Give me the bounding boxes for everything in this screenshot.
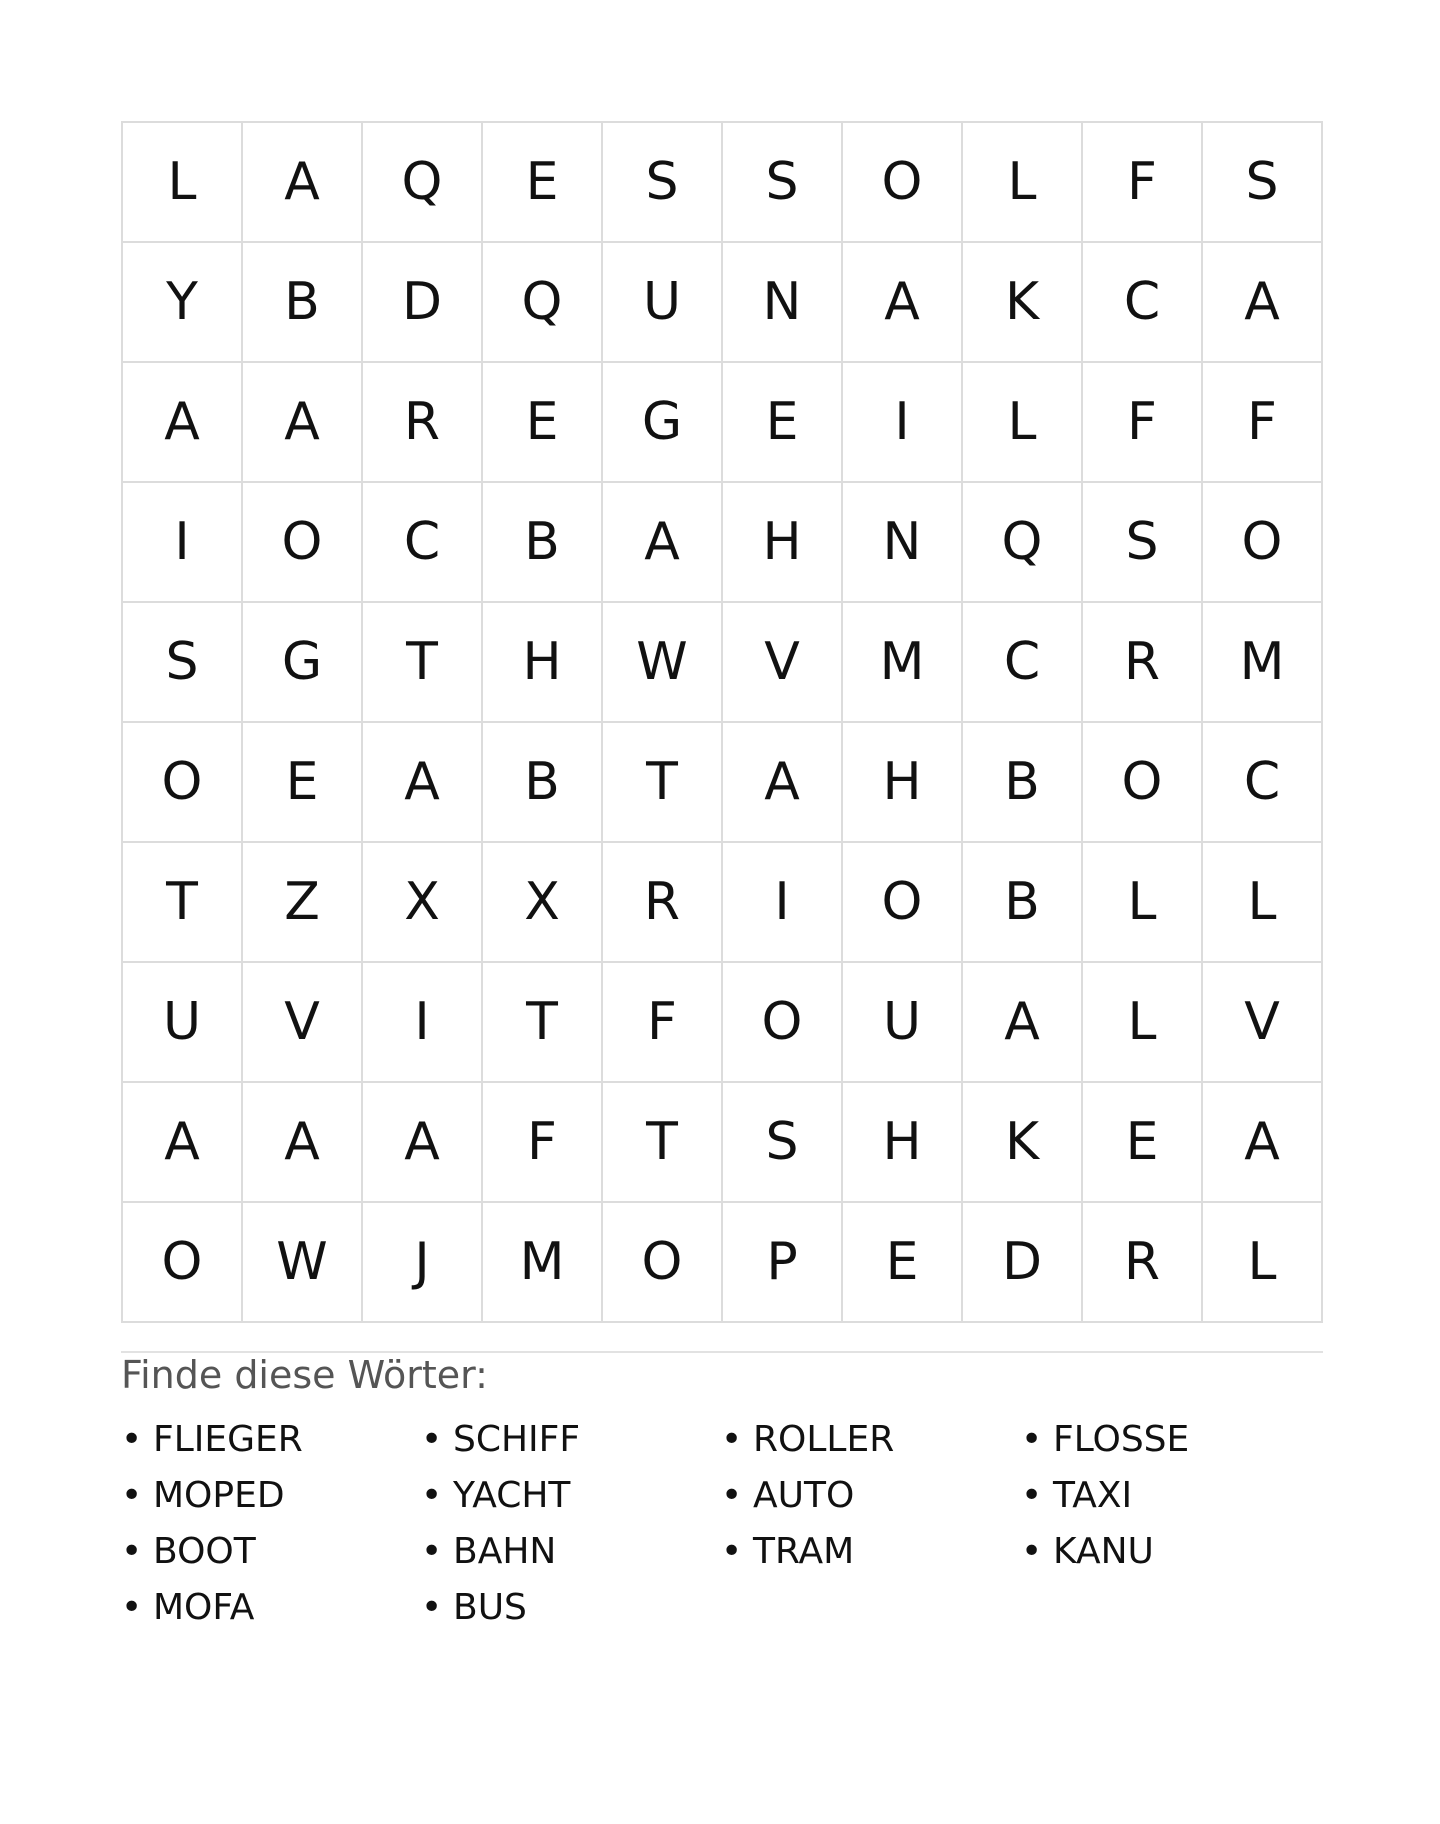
grid-cell[interactable]: S	[1083, 483, 1203, 603]
word-list-item	[721, 1412, 1021, 1468]
grid-cell[interactable]: P	[723, 1203, 843, 1323]
grid-cell[interactable]: V	[1203, 963, 1323, 1083]
grid-cell[interactable]: R	[1083, 603, 1203, 723]
grid-cell[interactable]: A	[963, 963, 1083, 1083]
word-label: MOPED	[153, 1475, 285, 1516]
word-label: BAHN	[453, 1531, 557, 1572]
word-label: MOFA	[153, 1587, 255, 1628]
grid-cell[interactable]: B	[483, 483, 603, 603]
grid-cell[interactable]: G	[243, 603, 363, 723]
bullet-icon: •	[1021, 1475, 1043, 1516]
grid-cell[interactable]: G	[603, 363, 723, 483]
instructions-heading: Finde diese Wörter:	[121, 1353, 488, 1397]
word-label: TRAM	[753, 1531, 855, 1572]
grid-cell[interactable]: E	[843, 1203, 963, 1323]
grid-cell[interactable]: T	[123, 843, 243, 963]
grid-cell[interactable]: C	[1203, 723, 1323, 843]
word-label: FLOSSE	[1053, 1419, 1190, 1460]
grid-cell[interactable]: F	[1083, 123, 1203, 243]
bullet-icon: •	[121, 1475, 143, 1516]
grid-cell[interactable]: B	[483, 723, 603, 843]
grid-cell[interactable]: X	[483, 843, 603, 963]
grid-cell[interactable]: R	[1083, 1203, 1203, 1323]
grid-cell[interactable]: T	[603, 723, 723, 843]
grid-cell[interactable]: O	[843, 123, 963, 243]
grid-cell[interactable]: E	[483, 123, 603, 243]
grid-cell[interactable]: S	[723, 123, 843, 243]
word-label: ROLLER	[753, 1419, 895, 1460]
grid-cell[interactable]: I	[843, 363, 963, 483]
grid-cell[interactable]: K	[963, 243, 1083, 363]
word-list-item	[421, 1580, 721, 1636]
word-label: SCHIFF	[453, 1419, 581, 1460]
grid-cell[interactable]: E	[483, 363, 603, 483]
grid-cell[interactable]: A	[363, 1083, 483, 1203]
grid-cell[interactable]: F	[603, 963, 723, 1083]
bullet-icon: •	[121, 1531, 143, 1572]
word-list-item	[421, 1412, 721, 1468]
bullet-icon: •	[421, 1475, 443, 1516]
grid-cell[interactable]: J	[363, 1203, 483, 1323]
grid-cell[interactable]: A	[243, 1083, 363, 1203]
word-list-item	[121, 1580, 421, 1636]
letter-grid	[121, 121, 1323, 1323]
grid-cell[interactable]: X	[363, 843, 483, 963]
grid-cell[interactable]: Q	[963, 483, 1083, 603]
grid-cell[interactable]: Q	[363, 123, 483, 243]
grid-cell[interactable]: O	[123, 1203, 243, 1323]
grid-cell[interactable]: Q	[483, 243, 603, 363]
grid-cell[interactable]: N	[843, 483, 963, 603]
grid-cell[interactable]: L	[1083, 963, 1203, 1083]
grid-cell[interactable]: Z	[243, 843, 363, 963]
grid-cell[interactable]: V	[243, 963, 363, 1083]
grid-cell[interactable]: T	[603, 1083, 723, 1203]
grid-cell[interactable]: B	[963, 723, 1083, 843]
grid-cell[interactable]: A	[723, 723, 843, 843]
grid-cell[interactable]: L	[963, 363, 1083, 483]
grid-cell[interactable]: O	[243, 483, 363, 603]
grid-cell[interactable]: S	[603, 123, 723, 243]
word-list-item	[721, 1524, 1021, 1580]
grid-cell[interactable]: F	[1083, 363, 1203, 483]
bullet-icon: •	[121, 1419, 143, 1460]
word-list-item	[121, 1412, 421, 1468]
word-list-item	[1021, 1524, 1321, 1580]
grid-cell[interactable]: A	[243, 123, 363, 243]
grid-cell[interactable]: C	[1083, 243, 1203, 363]
grid-cell[interactable]: A	[1203, 1083, 1323, 1203]
grid-cell[interactable]: H	[723, 483, 843, 603]
word-list-item	[1021, 1412, 1321, 1468]
grid-cell[interactable]: B	[963, 843, 1083, 963]
grid-cell[interactable]: T	[363, 603, 483, 723]
grid-cell[interactable]: Y	[123, 243, 243, 363]
grid-cell[interactable]: T	[483, 963, 603, 1083]
grid-cell[interactable]: O	[603, 1203, 723, 1323]
bullet-icon: •	[721, 1475, 743, 1516]
grid-cell[interactable]: O	[123, 723, 243, 843]
grid-cell[interactable]: U	[123, 963, 243, 1083]
grid-cell[interactable]: I	[363, 963, 483, 1083]
word-label: AUTO	[753, 1475, 855, 1516]
grid-cell[interactable]: L	[1203, 1203, 1323, 1323]
word-list-item	[421, 1524, 721, 1580]
bullet-icon: •	[1021, 1531, 1043, 1572]
grid-cell[interactable]: H	[483, 603, 603, 723]
grid-cell[interactable]: L	[1203, 843, 1323, 963]
grid-cell[interactable]: C	[363, 483, 483, 603]
grid-cell[interactable]: K	[963, 1083, 1083, 1203]
word-label: TAXI	[1053, 1475, 1133, 1516]
grid-cell[interactable]: L	[123, 123, 243, 243]
word-list-item	[121, 1468, 421, 1524]
grid-cell[interactable]: O	[1203, 483, 1323, 603]
grid-cell[interactable]: A	[1203, 243, 1323, 363]
grid-cell[interactable]: H	[843, 1083, 963, 1203]
grid-cell[interactable]: C	[963, 603, 1083, 723]
grid-cell[interactable]: A	[603, 483, 723, 603]
grid-cell[interactable]: E	[723, 363, 843, 483]
grid-cell[interactable]: L	[1083, 843, 1203, 963]
word-label: BOOT	[153, 1531, 256, 1572]
grid-cell[interactable]: U	[843, 963, 963, 1083]
grid-cell[interactable]: A	[123, 363, 243, 483]
grid-cell[interactable]: E	[243, 723, 363, 843]
grid-cell[interactable]: S	[1203, 123, 1323, 243]
word-list-item	[121, 1524, 421, 1580]
grid-cell[interactable]: W	[603, 603, 723, 723]
grid-cell[interactable]: I	[723, 843, 843, 963]
word-list-item	[721, 1468, 1021, 1524]
grid-cell[interactable]: R	[603, 843, 723, 963]
bullet-icon: •	[421, 1419, 443, 1460]
grid-cell[interactable]: D	[963, 1203, 1083, 1323]
word-label: YACHT	[453, 1475, 571, 1516]
grid-cell[interactable]: F	[1203, 363, 1323, 483]
grid-cell[interactable]: L	[963, 123, 1083, 243]
grid-cell[interactable]: A	[843, 243, 963, 363]
bullet-icon: •	[1021, 1419, 1043, 1460]
word-label: BUS	[453, 1587, 527, 1628]
grid-cell[interactable]: A	[123, 1083, 243, 1203]
grid-cell[interactable]: I	[123, 483, 243, 603]
grid-cell[interactable]: R	[363, 363, 483, 483]
grid-cell[interactable]: U	[603, 243, 723, 363]
bullet-icon: •	[721, 1419, 743, 1460]
word-list	[121, 1412, 1321, 1636]
grid-cell[interactable]: S	[723, 1083, 843, 1203]
grid-cell[interactable]: A	[363, 723, 483, 843]
grid-cell[interactable]: D	[363, 243, 483, 363]
bullet-icon: •	[421, 1587, 443, 1628]
grid-cell[interactable]: A	[243, 363, 363, 483]
grid-cell[interactable]: S	[123, 603, 243, 723]
grid-cell[interactable]: W	[243, 1203, 363, 1323]
grid-cell[interactable]: M	[1203, 603, 1323, 723]
word-list-item	[1021, 1468, 1321, 1524]
grid-cell[interactable]: M	[483, 1203, 603, 1323]
bullet-icon: •	[421, 1531, 443, 1572]
grid-cell[interactable]: O	[843, 843, 963, 963]
bullet-icon: •	[121, 1587, 143, 1628]
bullet-icon: •	[721, 1531, 743, 1572]
grid-cell[interactable]: O	[723, 963, 843, 1083]
grid-cell[interactable]: V	[723, 603, 843, 723]
word-list-item	[421, 1468, 721, 1524]
grid-cell[interactable]: H	[843, 723, 963, 843]
grid-cell[interactable]: O	[1083, 723, 1203, 843]
grid-cell[interactable]: E	[1083, 1083, 1203, 1203]
grid-cell[interactable]: B	[243, 243, 363, 363]
word-label: FLIEGER	[153, 1419, 303, 1460]
grid-cell[interactable]: M	[843, 603, 963, 723]
grid-cell[interactable]: N	[723, 243, 843, 363]
grid-cell[interactable]: F	[483, 1083, 603, 1203]
word-label: KANU	[1053, 1531, 1154, 1572]
